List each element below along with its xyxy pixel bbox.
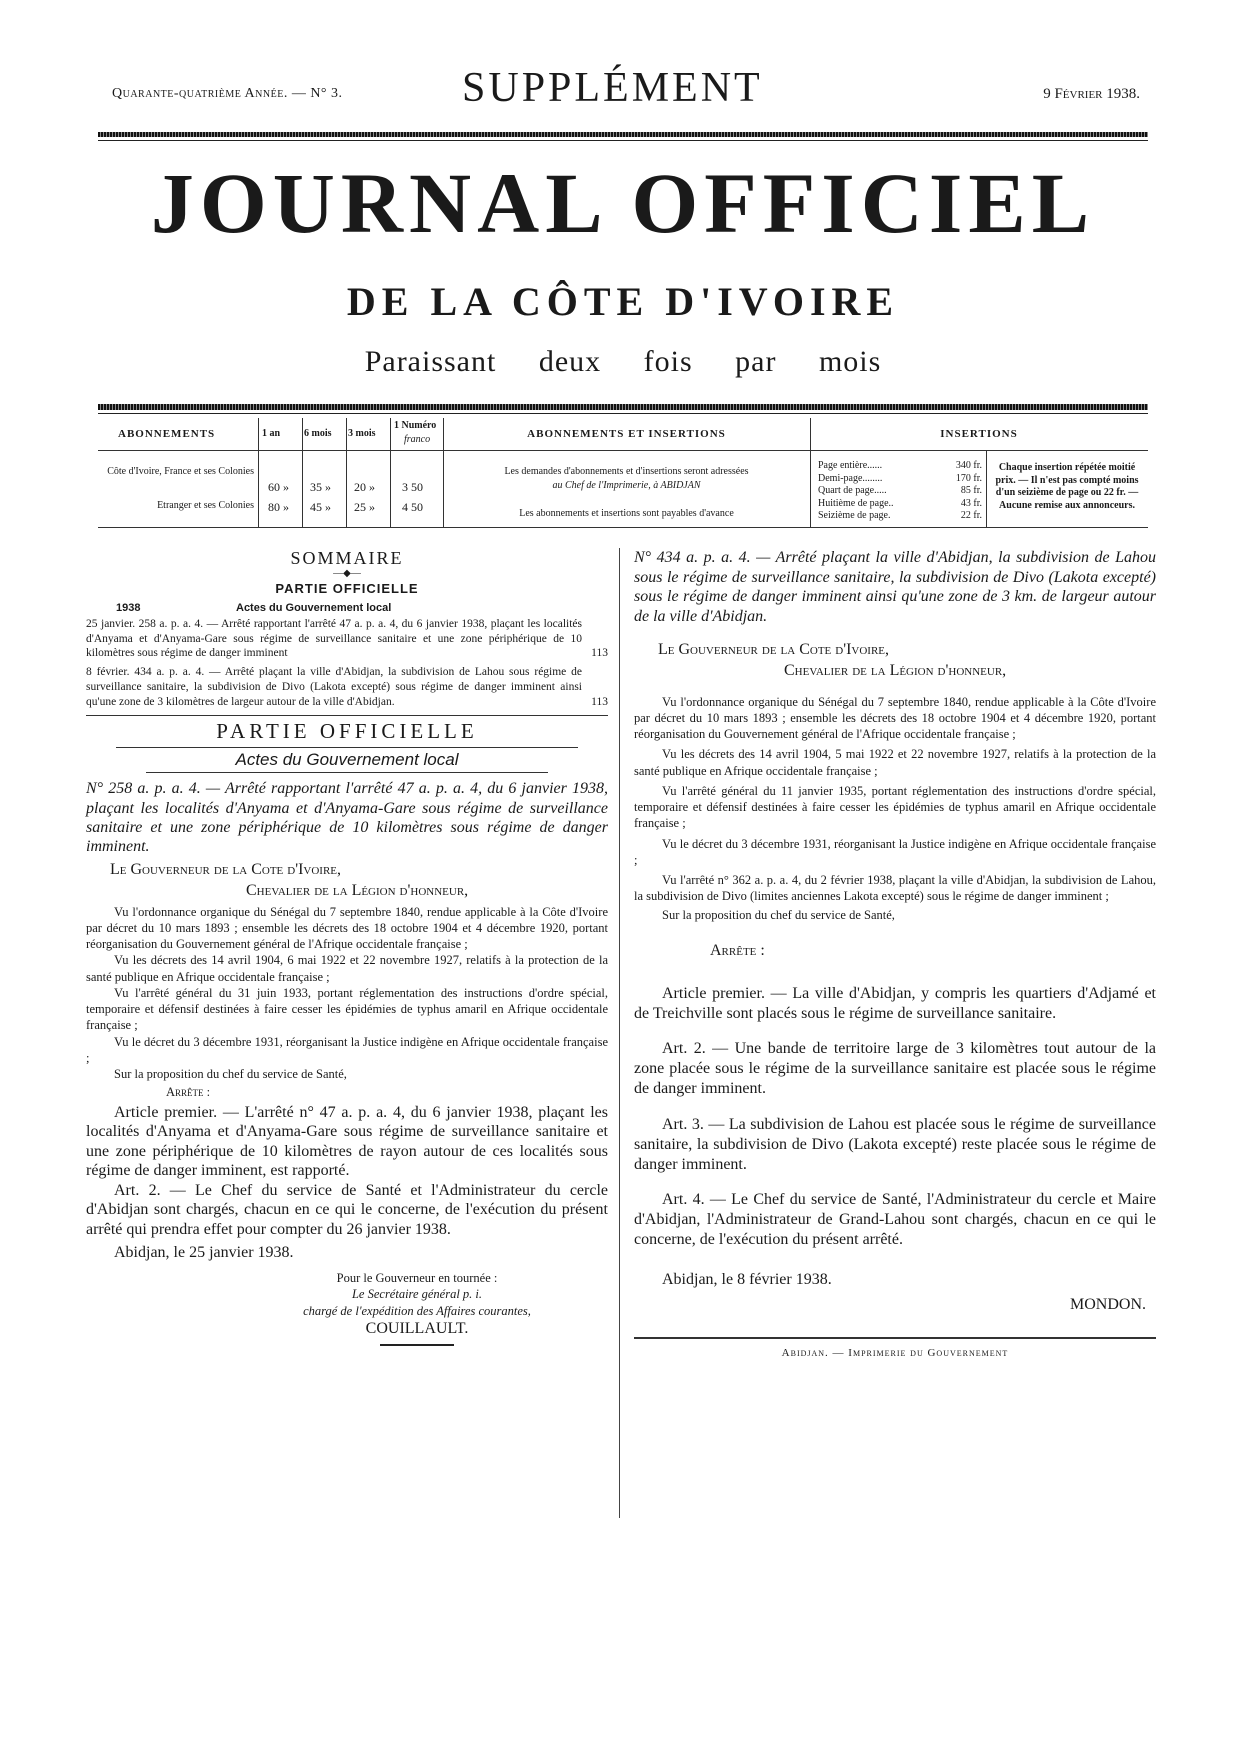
section-subtitle: Actes du Gouvernement local <box>235 750 459 770</box>
abo-text-1: Les demandes d'abonnements et d'insertions seront adressées <box>504 466 749 477</box>
arrete-label: Arrête : <box>166 1085 211 1100</box>
period-2: 6 mois <box>304 428 332 439</box>
arrete-label-right: Arrête : <box>710 941 765 959</box>
column-divider <box>619 548 620 1518</box>
sommaire-entry-1: 25 janvier. 258 a. p. a. 4. — Arrêté rapportant l'arrêté 47 a. p. a. 4, du 6 janvier 1938, plaçant les localités d'Anyama et d'Anyama-Gare sous régime de surveillance sanitaire et une zone périphérique de 10 kilomètres sous régime de danger imminent 113 <box>86 618 608 660</box>
article-r-3: Art. 3. — La subdivision de Lahou est placée sous le régime de surveillance sanitaire, la subdivision de Divo (Lakota excepté) reste placée sous le régime de danger imminent. <box>634 1115 1156 1173</box>
masthead-subtitle: DE LA CÔTE D'IVOIRE <box>346 279 900 324</box>
abo-text-3: Les abonnements et insertions sont payables d'avance <box>519 508 734 519</box>
ins-note: Chaque insertion répétée moitié prix. — Il n'est pas compté moins d'un seizième de page ou 22 fr. — Aucune remise aux annonceurs. <box>995 462 1139 511</box>
masthead-rule-thin <box>98 413 1148 414</box>
row-2-v3: 25 » <box>354 500 375 514</box>
period-4: 1 Numéro <box>394 420 437 431</box>
vu-r-4: Vu le décret du 3 décembre 1931, réorganisant la Justice indigène en Afrique occidentale française ; <box>634 836 1156 867</box>
section-title: PARTIE OFFICIELLE <box>216 719 478 744</box>
issue-line <box>112 62 1140 112</box>
sommaire-title: SOMMAIRE <box>290 548 404 568</box>
issue-number: Quarante-quatrième Année. — N° 3. <box>112 86 343 101</box>
vu-r-3: Vu l'arrêté général du 11 janvier 1935, portant réglementation des instructions d'ordre spécial, temporaire et défensif destinées à faire cesser les épidémies de typhus amaril en Afrique occidentale française ; <box>634 783 1156 831</box>
place-date-right: Abidjan, le 8 février 1938. <box>662 1270 832 1288</box>
printer-footer: Abidjan. — Imprimerie du Gouvernement <box>781 1347 1009 1360</box>
top-rule <box>98 132 1148 137</box>
right-column <box>634 548 1156 1359</box>
abo-header: ABONNEMENTS ET INSERTIONS <box>527 428 726 440</box>
article-2: Art. 2. — Le Chef du service de Santé et l'Administrateur du cercle d'Abidjan sont chargés, chacun en ce qui le concerne, de l'exécution du présent arrêté qui prendra effet pour compter du 26 janvier 1938. <box>86 1181 608 1238</box>
row-2-v1: 80 » <box>268 500 289 514</box>
article-1: Article premier. — L'arrêté n° 47 a. p. a. 4, du 6 janvier 1938, plaçant les localités d'Anyama et d'Anyama-Gare sous régime de surveillance sanitaire et une zone périphérique de 10 kilomètres de rayon autour de ces localités sous régime de danger imminent, est rapporté. <box>86 1103 608 1180</box>
decree-258-title: N° 258 a. p. a. 4. — Arrêté rapportant l'arrêté 47 a. p. a. 4, du 6 janvier 1938, plaçant les localités d'Anyama et d'Anyama-Gare sous régime de surveillance sanitaire et une zone périphérique de 10 kilomètres sous régime de danger imminent. <box>86 780 608 855</box>
signatory: COUILLAULT. <box>365 1319 469 1337</box>
row-2-v2: 45 » <box>310 500 331 514</box>
top-rule-thin <box>98 140 1148 141</box>
vu-r-2: Vu les décrets des 14 avril 1904, 5 mai 1922 et 22 novembre 1927, relatifs à la protection de la santé publique en Afrique occidentale française ; <box>634 747 1156 778</box>
period-3: 3 mois <box>348 428 376 439</box>
row-1-label: Côte d'Ivoire, France et ses Colonies <box>107 466 254 477</box>
article-r-2: Art. 2. — Une bande de territoire large de 3 kilomètres tout autour de la zone placée sous le régime de la surveillance sanitaire est placée sous le régime de danger imminent. <box>634 1040 1156 1098</box>
ins-prices: Page entière...... 340 fr. Demi-page........ 170 fr. Quart de page..... 85 fr. Huitième de page.. 43 fr. Seizième de page. 22 fr. <box>818 460 982 521</box>
supplement-label: SUPPLÉMENT <box>462 65 763 111</box>
vu-1: Vu l'ordonnance organique du Sénégal du 7 septembre 1840, rendue applicable à la Côte d'Ivoire par décret du 10 mars 1893 ; ensemble les décrets des 18 octobre 1904 et 4 décembre 1920, portant réorganisation du Gouvernement général de l'Afrique occidentale française ; <box>86 904 608 952</box>
subscription-table <box>98 418 1148 528</box>
period-1: 1 an <box>262 428 281 439</box>
article-r-4: Art. 4. — Le Chef du service de Santé, l'Administrateur du cercle et Maire d'Abidjan, l'Administrateur de Grand-Lahou sont chargés, chacun en ce qui le concerne, de l'exécution du présent arrêté. <box>634 1191 1156 1248</box>
vu-r-6: Sur la proposition du chef du service de Santé, <box>662 907 895 922</box>
vu-2: Vu les décrets des 14 avril 1904, 6 mai 1922 et 22 novembre 1927, relatifs à la protection de la santé publique en Afrique occidentale française ; <box>86 953 608 984</box>
sommaire-partie: PARTIE OFFICIELLE <box>275 581 419 596</box>
gov-line-2: Chevalier de la Légion d'honneur, <box>246 881 469 899</box>
vu-r-1: Vu l'ordonnance organique du Sénégal du 7 septembre 1840, rendue applicable à la Côte d'Ivoire par décret du 10 mars 1893 ; ensemble les décrets des 18 octobre 1904 et 4 décembre 1920, portant réorganisation du Gouvernement général de l'Afrique occidentale française ; <box>634 694 1156 742</box>
row-1-v2: 35 » <box>310 480 331 494</box>
franco-label: franco <box>404 434 431 445</box>
decree-434-title: N° 434 a. p. a. 4. — Arrêté plaçant la ville d'Abidjan, la subdivision de Lahou sous le régime de surveillance sanitaire, la subdivision de Divo (Lakota excepté) sous le régime de danger imminent ainsi qu'une zone de 3 km. de largeur autour de la ville d'Abidjan. <box>634 549 1156 625</box>
vu-r-5: Vu l'arrêté n° 362 a. p. a. 4, du 2 février 1938, plaçant la ville d'Abidjan, la subdivision de Lahou, la subdivision de Divo (limites anciennes Lakota excepté) sous le régime de danger imminent ; <box>634 873 1156 904</box>
abo-text-2: au Chef de l'Imprimerie, à ABIDJAN <box>552 480 701 491</box>
row-2-label: Etranger et ses Colonies <box>157 500 254 511</box>
row-1-v4: 3 50 <box>402 480 423 494</box>
row-1-v1: 60 » <box>268 480 289 494</box>
gov-line-2-right: Chevalier de la Légion d'honneur, <box>784 661 1007 679</box>
signature-block: Pour le Gouverneur en tournée : Le Secrétaire général p. i. chargé de l'expédition des Affaires courantes, COUILLAULT. <box>86 1270 608 1346</box>
place-date: Abidjan, le 25 janvier 1938. <box>114 1244 294 1262</box>
row-2-v4: 4 50 <box>402 500 423 514</box>
article-r-1: Article premier. — La ville d'Abidjan, y compris les quartiers d'Adjamé et de Treichville sont placés sous le régime de surveillance sanitaire. <box>634 984 1156 1022</box>
subs-header: ABONNEMENTS <box>118 428 216 440</box>
left-column: SOMMAIRE —◆— PARTIE OFFICIELLE 1938 Actes du Gouvernement local 25 janvier. 258 a. p. a. 4. — Arrêté rapportant l'arrêté 47 a. p. a. 4, du 6 janvier 1938, plaçant les localités d'Anyama et d'Anyama-Gare sous régime de surveillance sanitaire et une zone périphérique de 10 kilomètres sous régime de danger imminent 113 8 février. 434 a. p. a. 4. — Arrêté plaçant la ville d'Abidjan, la subdivision de Lahou sous régime de surveillance sanitaire, la subdivision de Divo (Lakota excepté) sous régime de danger imminent ainsi qu'une zone de 3 kilomètres de largeur autour de la ville d'Abidjan. 113 PARTIE OFFICIELLE Actes du Gouvernement local N° 258 a. p. a. 4. — Arrêté rapportant l'arrêté 47 a. p. a. 4, du 6 janvier 1938, plaçant les localités d'Anyama et d'Anyama-Gare sous régime de surveillance sanitaire et une zone périphérique de 10 kilomètres sous régime de danger imminent. Le Gouverneur de la Cote d'Ivoire, Chevalier de la Légion d'honneur, Vu l'ordonnance organique du Sénégal du 7 septembre 1840, rendue applicable à la Côte d'Ivoire par décret du 10 mars 1893 ; ensemble les décrets des 18 octobre 1904 et 4 décembre 1920, portant réorganisation du Gouvernement général de l'Afrique occidentale française ; Vu les décrets des 14 avril 1904, 6 mai 1922 et 22 novembre 1927, relatifs à la protection de la santé publique en Afrique occidentale française ; Vu l'arrêté général du 31 juin 1933, portant réglementation des instructions d'ordre spécial, temporaire et défensif destinées à faire cesser les épidémies de typhus amaril en Afrique occidentale française ; Vu le décret du 3 décembre 1931, réorganisant la Justice indigène en Afrique occidentale française ; Sur la proposition du chef du service de Santé, Arrête : Article premier. — L'arrêté n° 47 a. p. a. 4, du 6 janvier 1938, plaçant les localités d'Anyama et d'Anyama-Gare sous régime de surveillance sanitaire et une zone périphérique de 10 kilomètres de rayon autour de ces localités sous régime de danger imminent, est rapporté. Art. 2. — Le Chef du service de Santé et l'Administrateur du cercle d'Abidjan sont chargés, chacun en ce qui le concerne, de l'exécution du présent arrêté qui prendra effet pour compter du 26 janvier 1938. Abidjan, le 25 janvier 1938. Pour le Gouverneur en tournée : Le Secrétaire général p. i. chargé de l'expédition des Affaires courantes, COUILLAULT. <box>86 548 608 1346</box>
gov-line-1: Le Gouverneur de la Cote d'Ivoire, <box>110 861 342 879</box>
gov-line-1-right: Le Gouverneur de la Cote d'Ivoire, <box>658 641 890 659</box>
issue-date: 9 Février 1938. <box>1043 86 1140 102</box>
row-1-v3: 20 » <box>354 480 375 494</box>
sommaire-year: 1938 <box>116 602 141 614</box>
masthead-title: JOURNAL OFFICIEL <box>150 155 1096 251</box>
vu-4: Vu le décret du 3 décembre 1931, réorganisant la Justice indigène en Afrique occidentale française ; <box>86 1034 608 1065</box>
vu-3: Vu l'arrêté général du 31 juin 1933, portant réglementation des instructions d'ordre spécial, temporaire et défensif destinées à faire cesser les épidémies de typhus amaril en Afrique occidentale française ; <box>86 985 608 1033</box>
masthead-frequency: Paraissant deux fois par mois <box>364 345 882 378</box>
sommaire-actes: Actes du Gouvernement local <box>236 602 392 614</box>
signatory-right: MONDON. <box>1070 1295 1146 1313</box>
masthead-rule <box>98 404 1148 410</box>
ins-header: INSERTIONS <box>940 428 1018 440</box>
vu-5: Sur la proposition du chef du service de Santé, <box>114 1067 347 1082</box>
sommaire-entry-2: 8 février. 434 a. p. a. 4. — Arrêté plaçant la ville d'Abidjan, la subdivision de Lahou sous régime de surveillance sanitaire, la subdivision de Divo (Lakota excepté) sous régime de danger imminent ainsi qu'une zone de 3 kilomètres de largeur autour de la ville d'Abidjan. 113 <box>86 666 608 708</box>
